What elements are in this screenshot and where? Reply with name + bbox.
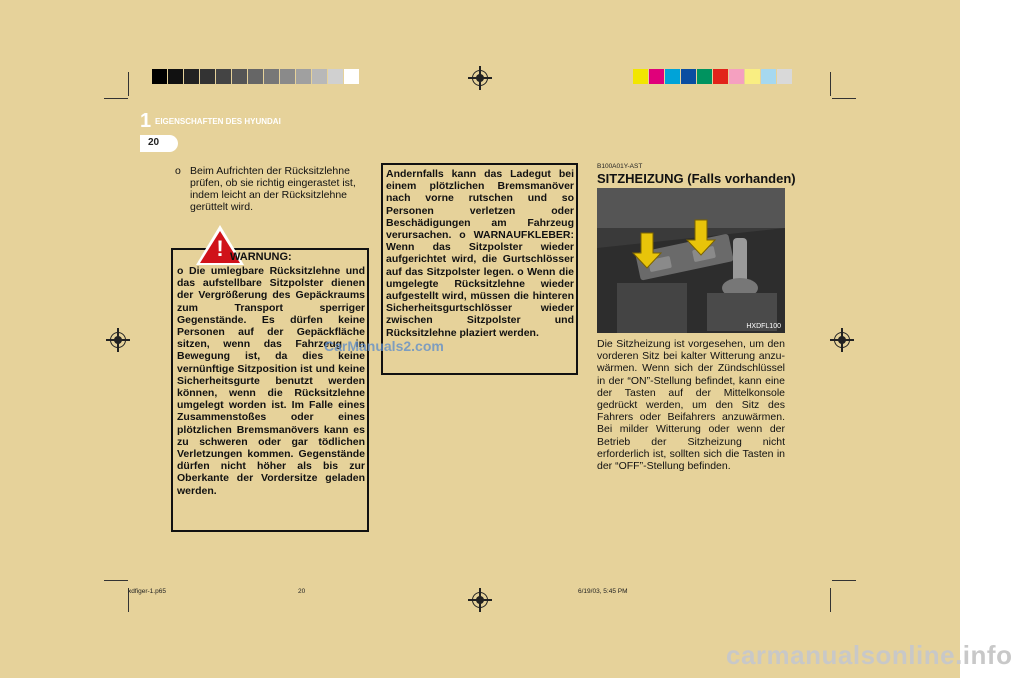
color-swatch (681, 69, 696, 84)
color-swatch (216, 69, 231, 84)
continued-warning-text: Andernfalls kann das Ladegut bei einem plötzlichen Bremsmanöver nach vorne rutschen und so Personen verletzen oder Beschädigungen am Fahrzeug verursachen. o WARNAUFKLEBER: Wenn das Sitzpolster wieder aufgerichtet wird, die Gurtschlösser auf das Sitzpolster legen. o Wenn die umgelegte Rücksitzlehne wieder aufgestellt wird, müssen die hinteren Sicherheitsgurtschlösser wieder zwischen Sitzpolster und Rücksitzlehne plaziert werden. (386, 168, 574, 339)
color-swatch (344, 69, 359, 84)
seat-heater-photo (597, 188, 785, 333)
registration-mark-icon (830, 328, 854, 352)
section-heading: SITZHEIZUNG (Falls vorhanden) (597, 171, 796, 186)
color-swatch (232, 69, 247, 84)
color-swatch (761, 69, 776, 84)
bullet-paragraph (175, 165, 365, 213)
crop-mark (128, 72, 129, 96)
color-swatch (184, 69, 199, 84)
color-swatch (713, 69, 728, 84)
section-body: Die Sitzheizung ist vorgesehen, um den vorderen Sitz bei kalter Witterung anzu-wärmen. Wenn sich der Zündschlüssel in der “ON”-Stellung befindet, kann eine der Tasten auf der Mittelkonsole gedrückt werden, um den Sitz des Fahrers oder Beifahrers anzuwärmen. Bei milder Witterung oder wenn der Betrieb der Sitzheizung nicht erforderlich ist, sollten sich die Tasten in der “OFF”-Stellung befinden. (597, 338, 785, 473)
crop-mark (830, 72, 831, 96)
color-swatch (312, 69, 327, 84)
bullet-text: Beim Aufrichten der Rücksitzlehne prüfen, ob sie richtig eingerastet ist, indem leicht an der Rücksitzlehne gerüttelt wird. (190, 165, 356, 213)
crop-mark (830, 588, 831, 612)
crop-mark (104, 98, 128, 99)
color-swatch (296, 69, 311, 84)
color-swatch (633, 69, 648, 84)
footer-file: xdfiger-1.p65 (128, 588, 166, 595)
crop-mark (832, 580, 856, 581)
registration-mark-icon (468, 66, 492, 90)
exclamation-icon: ! (216, 236, 224, 261)
color-swatch (745, 69, 760, 84)
color-swatch (665, 69, 680, 84)
page-number-tab (140, 135, 178, 152)
registration-mark-icon (106, 328, 130, 352)
warning-title: WARNUNG: (230, 251, 292, 263)
footer-date: 6/19/03, 5:45 PM (578, 588, 628, 595)
color-swatch (200, 69, 215, 84)
bullet-marker: o (175, 165, 181, 177)
watermark-text: CarManuals2.com (324, 338, 444, 354)
chapter-title: EIGENSCHAFTEN DES HYUNDAI (155, 117, 281, 126)
color-swatch (649, 69, 664, 84)
photo-label: HXDFL100 (746, 323, 781, 330)
footer-page: 20 (298, 588, 306, 595)
crop-mark (832, 98, 856, 99)
color-swatch (280, 69, 295, 84)
color-swatch (777, 69, 792, 84)
color-swatch (697, 69, 712, 84)
color-swatch (248, 69, 263, 84)
color-swatch (328, 69, 343, 84)
grayscale-bar (152, 69, 360, 84)
page-number: 20 (148, 137, 160, 148)
crop-mark (104, 580, 128, 581)
color-swatch (168, 69, 183, 84)
chapter-number: 1 (140, 110, 152, 132)
section-code: B100A01Y-AST (597, 163, 643, 170)
registration-mark-icon (468, 588, 492, 612)
color-swatch (152, 69, 167, 84)
color-bar (633, 69, 793, 84)
color-swatch (729, 69, 744, 84)
warning-text: o Die umlegbare Rücksitzlehne und das aufstellbare Sitzpolster dienen der Vergrößerung des Gepäckraums zum Transport sperriger Gegenstände. Es dürfen keine Personen auf der Gepäckfläche sitzen, wenn das Fahrzeug in Bewegung ist, da dies keine vernünftige Sitzposition ist und keine Sicherheitsgurte benutzt werden können, wenn die Rücksitzlehne umgelegt worden ist. Im Falle eines Zusammenstoßes oder eines plötzlichen Bremsmanövers kann es zu schweren oder gar tödlichen Verletzungen kommen. Gegenstände dürfen nicht höher als bis zur Oberkante der Vordersitze geladen werden. (177, 265, 365, 497)
site-watermark: carmanualsonline.info (726, 640, 1012, 670)
color-swatch (264, 69, 279, 84)
console-illustration (597, 188, 785, 333)
